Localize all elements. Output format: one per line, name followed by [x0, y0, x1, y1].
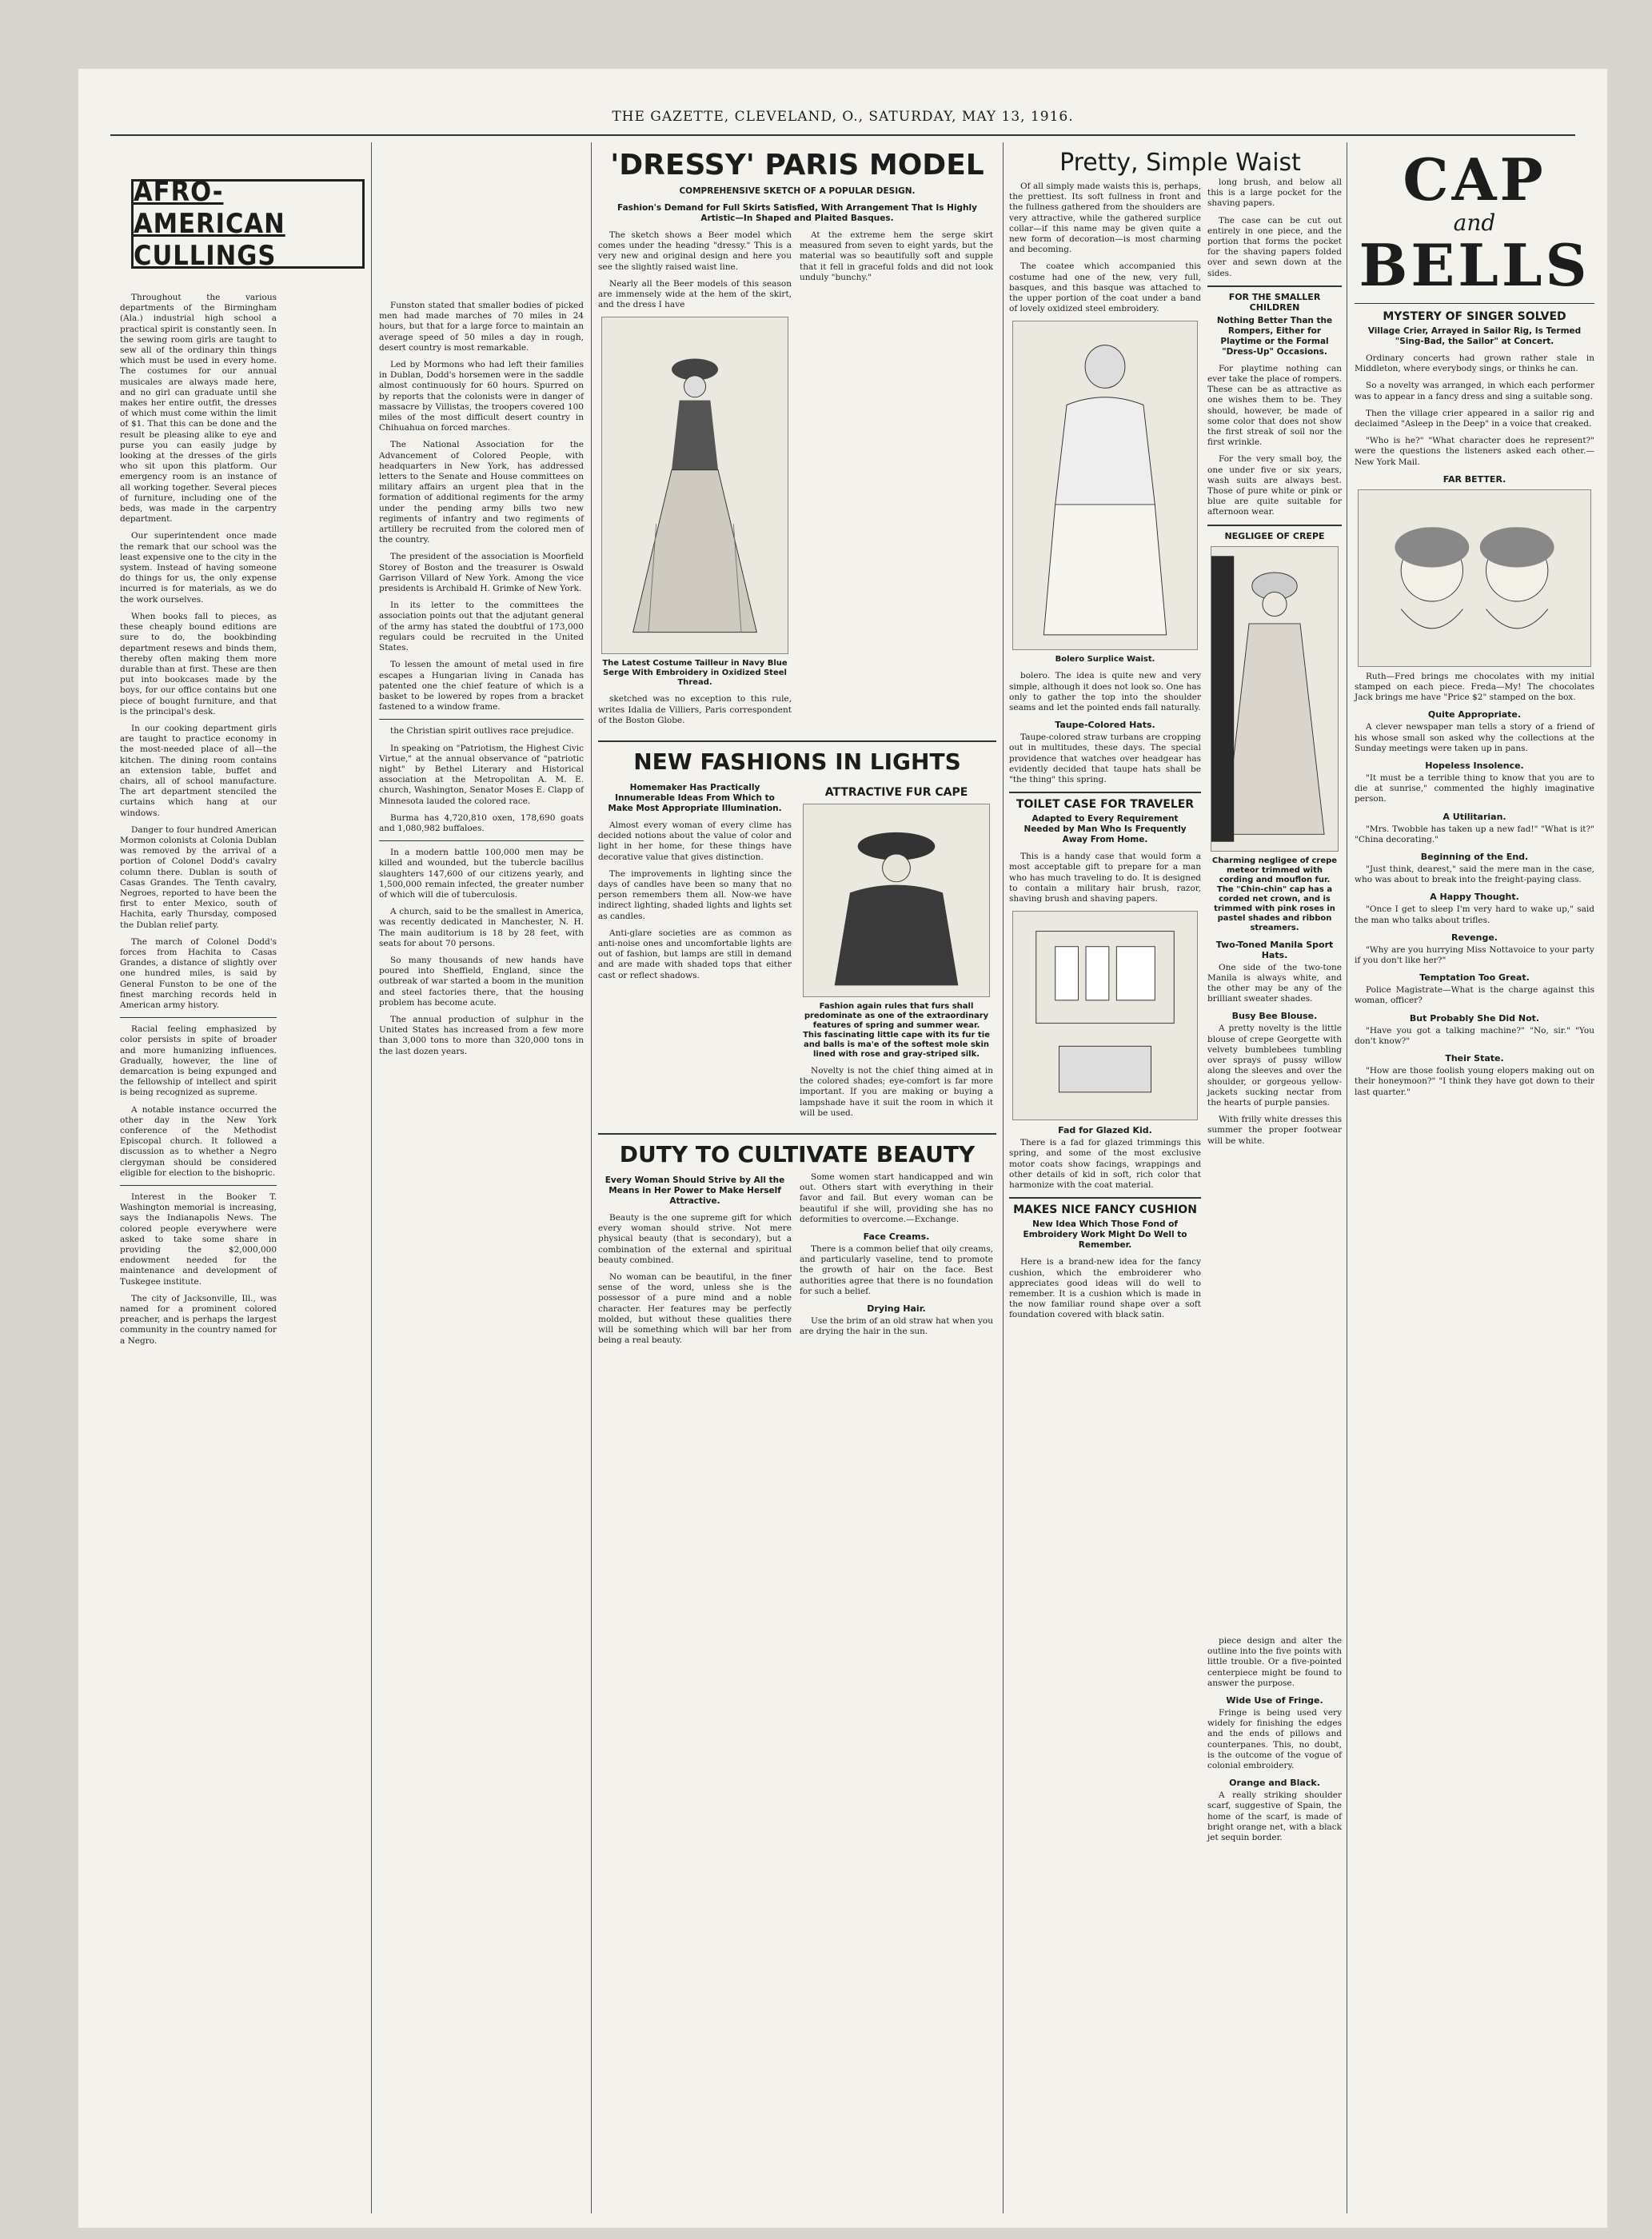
article-paragraph: The sketch shows a Beer model which comes under the heading "dressy." This is a very new and original design and here you see the slightly raised waist line.	[598, 230, 792, 272]
article-paragraph: One side of the two-tone Manila is always white, and the other may be any of the brilliant sweater shades.	[1207, 962, 1342, 1004]
article-paragraph: Fringe is being used very widely for finishing the edges and the ends of pillows and counterpanes. This, no doubt, is the outcome of the vogue of colonial embroidery.	[1207, 1708, 1342, 1771]
fur-cape-heading: ATTRACTIVE FUR CAPE	[824, 786, 968, 800]
divider	[379, 719, 584, 720]
logo-and: and	[1453, 210, 1496, 236]
article-paragraph: No woman can be beautiful, in the finer sense of the word, unless she is the possessor of a pure mind and a noble character. Her features may be perfectly molded, but without these qualities there will be something which will bar her from being a real beauty.	[598, 1272, 792, 1346]
article-paragraph: Of all simply made waists this is, perhaps, the prettiest. Its soft fullness in front and the fullness gathered from the shoulders are very attractive, while the gathered surplice collar—if this name may be given quite a new form of decoration—is most charming and becoming.	[1009, 182, 1201, 255]
section-heading: Orange and Black.	[1229, 1778, 1320, 1789]
headline-duty-to-cultivate-beauty: DUTY TO CULTIVATE BEAUTY	[598, 1133, 996, 1167]
article-paragraph: So many thousands of new hands have poured into Sheffield, England, since the outbreak of war started a boom in the munition and steel factories there, that the housing problem has become acute.	[379, 955, 584, 1008]
column-rule	[1003, 142, 1004, 2213]
article-paragraph: Police Magistrate—What is the charge against this woman, officer?	[1355, 985, 1594, 1006]
section-heading: Fad for Glazed Kid.	[1058, 1125, 1152, 1136]
figure-caption: The Latest Costume Tailleur in Navy Blue Serge With Embroidery in Oxidized Steel Thread.	[602, 659, 788, 688]
toilet-case-icon	[1013, 912, 1197, 1120]
section-heading: Drying Hair.	[867, 1303, 926, 1315]
figure-caption: Fashion again rules that furs shall predominate as one of the extraordinary features of spring and summer wear. This fascinating little cape with its fur tie and balls is ma'e of the softest mole skin lined with rose and gray-striped silk.	[803, 1002, 990, 1060]
fur-cape-illustration	[803, 804, 990, 997]
article-paragraph: "It must be a terrible thing to know that you are to die at sunrise," commented the highly imaginative person.	[1355, 773, 1594, 804]
article-paragraph: The improvements in lighting since the days of candles have been so many that no person remembers them all. Now-we have indirect lighting, shaded lights and lights set as candles.	[598, 868, 792, 921]
article-paragraph: "How are those foolish young elopers making out on their honeymoon?" "I think they have got down to their last quarter."	[1355, 1066, 1594, 1097]
article-paragraph: At the extreme hem the serge skirt measured from seven to eight yards, but the material was so beautifully soft and supple that it fell in graceful folds and did not look unduly "bunchy."	[800, 230, 993, 282]
article-paragraph: The city of Jacksonville, Ill., was named for a prominent colored preacher, and is perhaps the largest community in the country named for a Negro.	[120, 1293, 277, 1346]
subheading: Homemaker Has Practically Innumerable Ideas From Which to Make Most Appropriate Illumination.	[608, 783, 782, 814]
section-heading: Their State.	[1445, 1053, 1504, 1064]
masthead: THE GAZETTE, CLEVELAND, O., SATURDAY, MAY 13, 1916.	[612, 109, 1074, 125]
column-rule	[591, 142, 592, 2213]
article-paragraph: Racial feeling emphasized by color persists in spite of broader and more humanizing influences. Gradually, however, the line of demarcation is being expunged and the fellowship of intellect and spirit is being recognized as supreme.	[120, 1024, 277, 1098]
article-paragraph: In speaking on "Patriotism, the Highest Civic Virtue," at the annual observance of "patriotic night" by Bethel Literary and Historical association at the Metropolitan A. M. E. church, Washington, Senator Moses E. Clapp of Minnesota lauded the colored race.	[379, 743, 584, 806]
article-paragraph: Anti-glare societies are as common as anti-noise ones and uncomfortable lights are out of fashion, but lamps are still in demand and are made with shaded tops that either cast or reflect shadows.	[598, 928, 792, 980]
column-2	[379, 301, 584, 2213]
headline-smaller-children: FOR THE SMALLER CHILDREN	[1207, 285, 1342, 313]
section-heading: Face Creams.	[863, 1231, 930, 1243]
article-paragraph: A pretty novelty is the little blouse of crepe Georgette with velvety bumblebees tumbling over sprays of pussy willow along the sleeves and over the shoulder, or gorgeous yellow-jackets sucking nectar from the hearts of purple pansies.	[1207, 1024, 1342, 1108]
newspaper-page	[78, 69, 1607, 2228]
article-paragraph: A church, said to be the smallest in America, was recently dedicated in Manchester, N. H. The main auditorium is 18 by 28 feet, with seats for about 70 persons.	[379, 907, 584, 948]
section-heading: Wide Use of Fringe.	[1226, 1695, 1323, 1706]
article-paragraph: The president of the association is Moorfield Storey of Boston and the treasurer is Oswald Garrison Villard of New York. Among the vice presidents is Archibald H. Grimke of New York.	[379, 552, 584, 594]
article-paragraph: For the very small boy, the one under five or six years, wash suits are always best. Those of pure white or pink or blue are quite suitable for afternoon wear.	[1207, 454, 1342, 517]
article-paragraph: The case can be cut out entirely in one piece, and the portion that forms the pocket for the shaving papers folded over and sewn down at the sides.	[1207, 215, 1342, 278]
headline-toilet-case: TOILET CASE FOR TRAVELER	[1009, 792, 1201, 811]
article-paragraph: Throughout the various departments of the Birmingham (Ala.) industrial high school a practical spirit is constantly seen. In the sewing room girls are taught to sew all of the ordinary thin things which must be used in every home. The costumes for our annual musicales are always made here, and no girl can graduate until she makes her entire outfit, the dresses of which must come within the limit of $1. That this can be done and the result be pleasing alike to eye and purse you can easily judge by looking at the dresses of the girls who sit upon this platform. Our emergency room is an instance of all working together. Several pieces of furniture, including one of the beds, was made in the carpentry department.	[120, 293, 277, 525]
article-paragraph: A clever newspaper man tells a story of a friend of his whose small son asked why the collections at the Sunday meetings were taken up in pans.	[1355, 722, 1594, 753]
article-paragraph: Almost every woman of every clime has decided notions about the value of color and light in her home, for these things have decorative value that gives distinction.	[598, 820, 792, 862]
section-heading: But Probably She Did Not.	[1409, 1012, 1540, 1024]
article-paragraph: Interest in the Booker T. Washington memorial is increasing, says the Indianapolis News. The colored people everywhere were asked to take some share in providing the $2,000,000 endowment needed for the maintenance and development of Tuskegee institute.	[120, 1192, 277, 1287]
section-heading: A Utilitarian.	[1443, 811, 1506, 822]
divider	[379, 840, 584, 841]
article-paragraph: Beauty is the one supreme gift for which every woman should strive. Not mere physical beauty (that is secondary), but a combination of the external and spiritual beauty combined.	[598, 1213, 792, 1265]
article-paragraph: Some women start handicapped and win out. Others start with everything in their favor and fail. But every woman can be beautiful if she will, providing she has no deformities to overcome.—Exchange.	[800, 1172, 993, 1224]
waist-illustration	[1012, 321, 1198, 650]
section-heading: Taupe-Colored Hats.	[1055, 720, 1155, 731]
top-rule	[110, 134, 1575, 136]
article-paragraph: Funston stated that smaller bodies of picked men had made marches of 70 miles in 24 hours, but that for a large force to maintain an average speed of 50 miles a day in rough, desert country is most remarkable.	[379, 301, 584, 353]
fur-cape-icon	[804, 804, 989, 996]
article-paragraph: To lessen the amount of metal used in fire escapes a Hungarian living in Canada has patented one the chief feature of which is a basket to be lowered by ropes from a bracket fastened to a window frame.	[379, 660, 584, 712]
toilet-case-illustration	[1012, 911, 1198, 1120]
article-paragraph: piece design and alter the outline into the five points with little trouble. Or a five-pointed centerpiece might be found to answer the purpose.	[1207, 1636, 1342, 1688]
figure-caption: Bolero Surplice Waist.	[1055, 655, 1155, 665]
divider	[1355, 303, 1594, 304]
article-paragraph: So a novelty was arranged, in which each performer was to appear in a fancy dress and sing a suitable song.	[1355, 381, 1594, 401]
article-paragraph: In our cooking department girls are taught to practice economy in the most-needed place of all—the kitchen. The dining room contains an extension table, buffet and chairs, all of school manufacture. The art department stenciled the curtains which hang at our windows.	[120, 723, 277, 818]
article-paragraph: Our superintendent once made the remark that our school was the least expensive one to the city in the system. Instead of having someone do things for us, the only expense incurred is for materials, as we do the work ourselves.	[120, 531, 277, 605]
article-paragraph: Nearly all the Beer models of this season are immensely wide at the hem of the skirt, and the dress I have	[598, 278, 792, 310]
article-paragraph: For playtime nothing can ever take the place of rompers. These can be as attractive as one wishes them to be. They should, however, be made of some color that does not show the first streak of soil nor the first wrinkle.	[1207, 363, 1342, 448]
article-paragraph: Ruth—Fred brings me chocolates with my initial stamped on each piece. Freda—My! The chocolates Jack brings me have "Price $2" stamped on the box.	[1355, 671, 1594, 703]
article-paragraph: the Christian spirit outlives race prejudice.	[390, 726, 574, 736]
bolero-waist-icon	[1013, 321, 1197, 649]
negligee-icon	[1211, 547, 1338, 851]
logo-cap: CAP	[1403, 146, 1546, 214]
section-heading: Revenge.	[1451, 932, 1498, 943]
article-paragraph: long brush, and below all this is a large pocket for the shaving papers.	[1207, 178, 1342, 209]
article-paragraph: The National Association for the Advancement of Colored People, with headquarters in New York, has addressed letters to the Senate and House committees on military affairs an urgent plea that in the formation of additional regiments for the army under the pending army bills two new regiments of infantry and two regiments of artillery be recruited from the colored men of the country.	[379, 440, 584, 545]
article-paragraph: "Mrs. Twobble has taken up a new fad!" "What is it?" "China decorating."	[1355, 824, 1594, 844]
article-paragraph: There is a fad for glazed trimmings this spring, and some of the most exclusive motor coats show facings, wrappings and other details of kid in soft, rich color that harmonize with the coat material.	[1009, 1138, 1201, 1191]
headline-new-fashions-in-lights: NEW FASHIONS IN LIGHTS	[598, 740, 996, 775]
subheading: New Idea Which Those Fond of Embroidery Work Might Do Well to Remember.	[1023, 1219, 1187, 1251]
section-heading: Quite Appropriate.	[1427, 709, 1522, 720]
article-paragraph: Burma has 4,720,810 oxen, 178,690 goats and 1,080,982 buffaloes.	[379, 812, 584, 833]
subheading: Fashion's Demand for Full Skirts Satisfied, With Arrangement That Is Highly Artistic—In Shaped and Plaited Basques.	[617, 203, 977, 223]
article-paragraph: sketched was no exception to this rule, writes Idalia de Villiers, Paris correspondent of the Boston Globe.	[598, 694, 792, 725]
section-heading: Busy Bee Blouse.	[1231, 1011, 1318, 1022]
negligee-illustration	[1211, 546, 1339, 852]
article-paragraph: Danger to four hundred American Mormon colonists at Colonia Dublan was removed by the arrival of a portion of Colonel Dodd's cavalry column there. Dublan is south of Casas Grandes. The Tenth cavalry, Negroes, reported to have been the first to enter Mexico, south of Hachita, early Thursday, composed the Dublan relief party.	[120, 824, 277, 930]
column-6	[1355, 142, 1594, 2213]
article-paragraph: The annual production of sulphur in the United States has increased from a few more than 3,000 tons to more than 320,000 tons in the last dozen years.	[379, 1014, 584, 1056]
section-heading: FAR BETTER.	[1443, 473, 1506, 485]
divider	[120, 1017, 277, 1018]
article-paragraph: Use the brim of an old straw hat when you are drying the hair in the sun.	[800, 1316, 993, 1337]
article-paragraph: This is a handy case that would form a most acceptable gift to prepare for a man who has much traveling to do. It is designed to contain a military hair brush, razor, shaving brush and shaving papers.	[1009, 852, 1201, 904]
article-paragraph: "Just think, dearest," said the mere man in the case, who was about to break into the freight-paying class.	[1355, 864, 1594, 885]
article-paragraph: "Who is he?" "What character does he represent?" were the questions the listeners asked each other.—New York Mail.	[1355, 436, 1594, 467]
article-paragraph: A really striking shoulder scarf, suggestive of Spain, the home of the scarf, is made of bright orange net, with a black jet sequin border.	[1207, 1790, 1342, 1843]
subheading: Nothing Better Than the Rompers, Either for Playtime or the Formal "Dress-Up" Occasions.	[1216, 315, 1333, 357]
article-paragraph: There is a common belief that oily creams, and particularly vaseline, tend to promote the growth of hair on the face. Best authorities agree that there is no foundation for such a belief.	[800, 1244, 993, 1296]
article-paragraph: Then the village crier appeared in a sailor rig and declaimed "Asleep in the Deep" in a voice that creaked.	[1355, 408, 1594, 429]
article-paragraph: A notable instance occurred the other day in the New York conference of the Methodist Episcopal church. It followed a discussion as to whether a Negro clergyman should be considered eligible for election to the bishopric.	[120, 1104, 277, 1178]
column-1	[120, 142, 285, 2213]
headline-mystery-of-singer: MYSTERY OF SINGER SOLVED	[1383, 310, 1566, 323]
divider	[120, 1185, 277, 1186]
headline-pretty-simple-waist: Pretty, Simple Waist	[1059, 149, 1301, 177]
logo-bells: BELLS	[1359, 231, 1590, 299]
costume-illustration	[601, 317, 788, 654]
article-paragraph: The coatee which accompanied this costume had one of the new, very full, basques, and this basque was attached to the upper portion of the coat under a band of lovely oxidized steel embroidery.	[1009, 261, 1201, 314]
two-women-cartoon-icon	[1359, 490, 1590, 666]
subheading: Every Woman Should Strive by All the Means in Her Power to Make Herself Attractive.	[605, 1175, 785, 1207]
article-paragraph: "Have you got a talking machine?" "No, sir." "You don't know?"	[1355, 1025, 1594, 1046]
article-paragraph: "Once I get to sleep I'm very hard to wake up," said the man who talks about trifles.	[1355, 904, 1594, 925]
article-paragraph: Here is a brand-new idea for the fancy cushion, which the embroiderer who appreciates good ideas will do well to remember. It is a cushion which is made in the now familiar round shape over a soft foundation covered with black satin.	[1009, 1257, 1201, 1320]
article-paragraph: Taupe-colored straw turbans are cropping out in multitudes, these days. The special providence that watches over headgear has evidently decided that taupe hats shall be "the thing" this spring.	[1009, 732, 1201, 785]
figure-caption: Charming negligee of crepe meteor trimmed with cording and mouflon fur. The "Chin-chin" cap has a corded net crown, and is trimmed with pink roses in pastel shades and ribbon streamers.	[1211, 856, 1338, 932]
section-heading: Hopeless Insolence.	[1425, 760, 1524, 772]
column-5-bottom	[1207, 1636, 1342, 2213]
article-paragraph: Novelty is not the chief thing aimed at in the colored shades; eye-comfort is far more important. If you are making or buying a lampshade have it suit the room in which it will be used.	[800, 1066, 993, 1118]
article-paragraph: Led by Mormons who had left their families in Dublan, Dodd's horsemen were in the saddle almost continuously for 60 hours. Spurred on by reports that the colonists were in danger of massacre by Villistas, the troopers covered 100 miles of the most difficult desert country in Chihuahua on forced marches.	[379, 360, 584, 433]
dress-sketch-icon	[602, 317, 788, 653]
subheading: Adapted to Every Requirement Needed by Man Who Is Frequently Away From Home.	[1024, 814, 1187, 845]
article-paragraph: In a modern battle 100,000 men may be killed and wounded, but the tubercle bacillus slaughters 147,600 of our citizens yearly, and 1,500,000 remain infected, the greater number of which will die of tuberculosis.	[379, 848, 584, 900]
headline-dressy-paris-model: 'DRESSY' PARIS MODEL	[610, 149, 984, 182]
section-heading: Beginning of the End.	[1420, 852, 1529, 863]
column-3	[598, 142, 996, 2213]
article-paragraph: In its letter to the committees the association points out that the adjutant general of the army has stated the doubtful of 173,000 regulars could be recruited in the United States.	[379, 601, 584, 653]
article-paragraph: The march of Colonel Dodd's forces from Hachita to Casas Grandes, a distance of slightly over one hundred miles, is said by General Funston to be one of the finest marching records held in American army history.	[120, 936, 277, 1010]
article-paragraph: Ordinary concerts had grown rather stale in Middleton, where everybody sings, or thinks he can.	[1355, 353, 1594, 374]
subheading: COMPREHENSIVE SKETCH OF A POPULAR DESIGN.	[679, 186, 916, 196]
headline-fancy-cushion: MAKES NICE FANCY CUSHION	[1009, 1197, 1201, 1216]
cartoon-illustration	[1358, 489, 1591, 667]
article-paragraph: bolero. The idea is quite new and very simple, although it does not look so. One has only to gather the top into the shoulder seams and let the pointed ends fall naturally.	[1009, 671, 1201, 713]
column-rule	[371, 142, 372, 2213]
article-paragraph: With frilly white dresses this summer the proper footwear will be white.	[1207, 1115, 1342, 1146]
article-paragraph: "Why are you hurrying Miss Nottavoice to your party if you don't like her?"	[1355, 944, 1594, 966]
subheading: Village Crier, Arrayed in Sailor Rig, Is Termed "Sing-Bad, the Sailor" at Concert.	[1367, 326, 1582, 346]
column-2-spacer	[285, 142, 365, 2213]
section-heading: A Happy Thought.	[1430, 892, 1519, 903]
cap-and-bells-logo	[1355, 146, 1594, 299]
banner-title: AFRO-AMERICAN CULLINGS	[134, 176, 285, 272]
headline-negligee: NEGLIGEE OF CREPE	[1207, 525, 1342, 541]
section-heading: Two-Toned Manila Sport Hats.	[1215, 939, 1334, 960]
section-heading: Temptation Too Great.	[1419, 972, 1530, 984]
article-paragraph: When books fall to pieces, as these cheaply bound editions are sure to do, the bookbinding department resews and binds them, thereby often making them more durable than at first. These are then put into bookcases made by the boys, for our office contains but one piece of bought furniture, and that is the principal's desk.	[120, 611, 277, 716]
